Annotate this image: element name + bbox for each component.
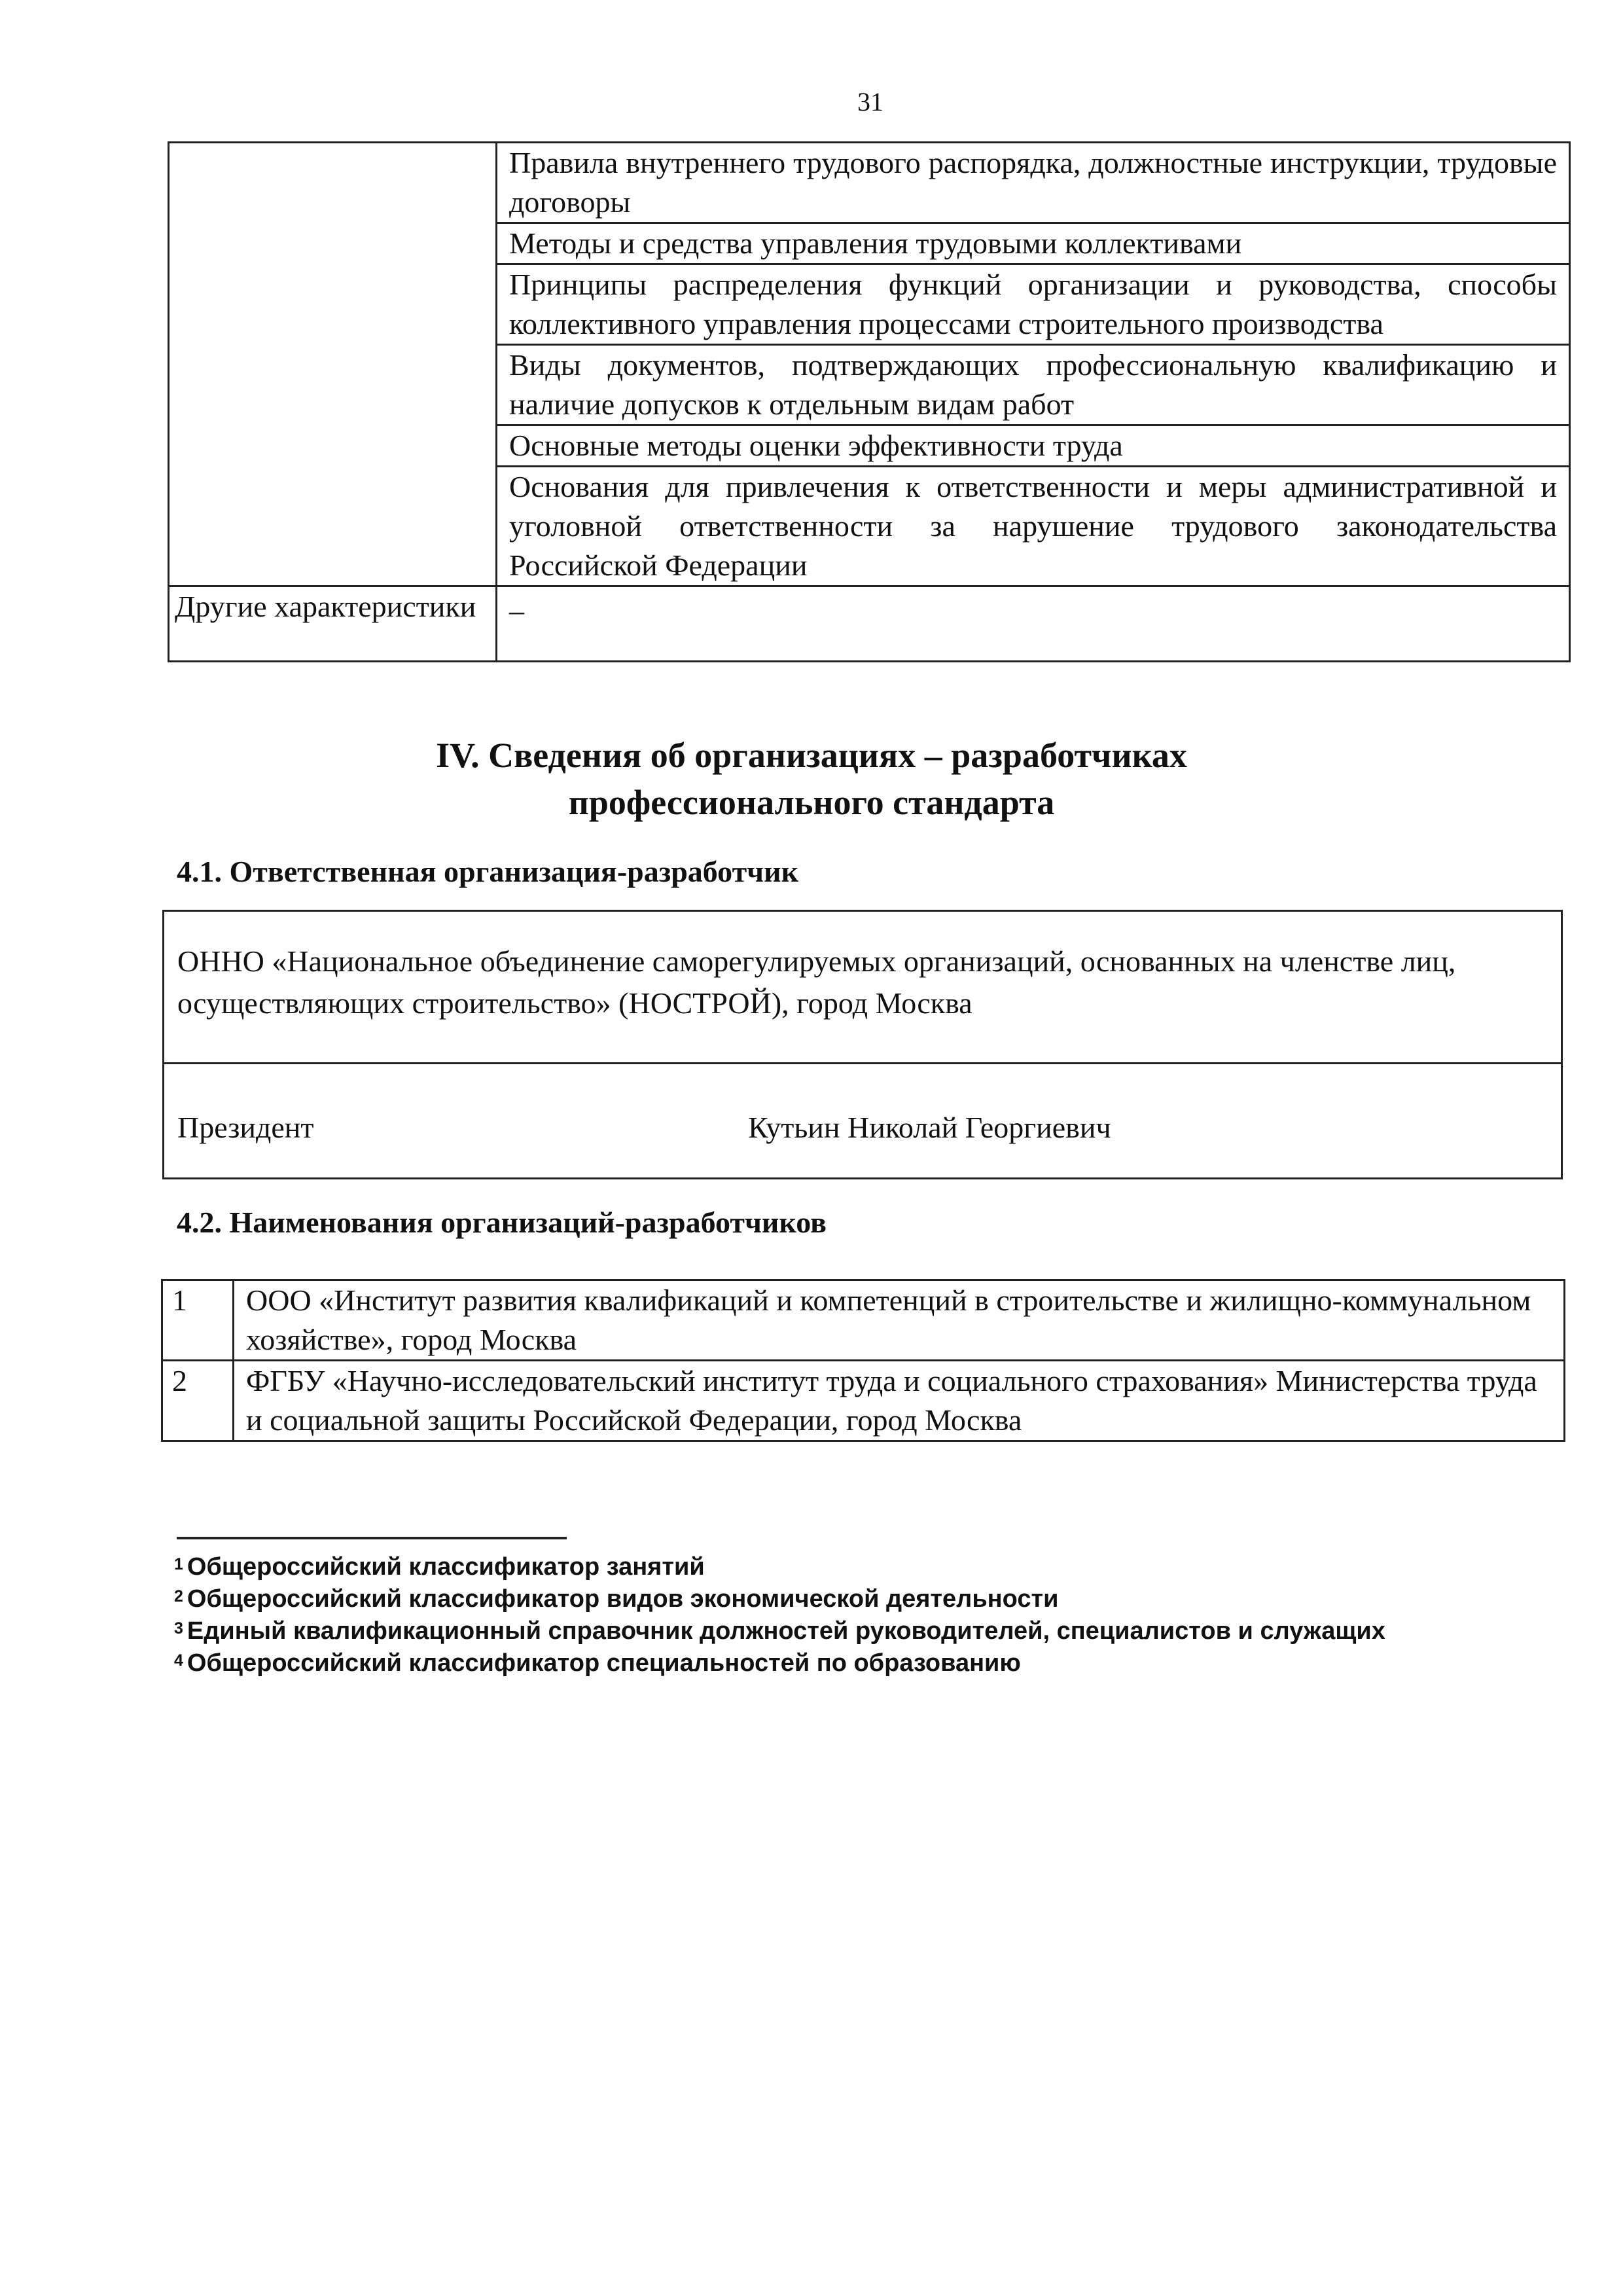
knowledge-item: Основания для привлечения к ответственности и меры административной и уголовной ответственности за нарушение трудового законодательства Российской Федерации (497, 467, 1570, 586)
footnote (174, 1583, 1548, 1615)
knowledge-item: Правила внутреннего трудового распорядка, должностные инструкции, трудовые договоры (497, 143, 1570, 223)
row-number: 1 (162, 1280, 234, 1361)
required-knowledge-table (168, 141, 1571, 662)
footnote-text: Общероссийский классификатор видов экономической деятельности (187, 1585, 1059, 1613)
footnote-text: Общероссийский классификатор специальностей по образованию (187, 1649, 1021, 1677)
signatory-role: Президент (177, 1111, 314, 1144)
footnote-text: Единый квалификационный справочник должностей руководителей, специалистов и служащих (187, 1617, 1385, 1645)
knowledge-item: Принципы распределения функций организации и руководства, способы коллективного управления процессами строительного производства (497, 264, 1570, 345)
footnote-separator (177, 1537, 567, 1539)
divider (164, 1062, 1561, 1064)
responsible-org-box (162, 910, 1563, 1179)
footnote-mark: 4 (174, 1651, 183, 1670)
section-title-line: профессионального стандарта (568, 783, 1055, 822)
footnote (174, 1551, 1548, 1583)
table-row (162, 1361, 1565, 1441)
developer-org-name: ФГБУ «Научно-исследовательский институт труда и социального страхования» Министерства труда и социальной защиты Российской Федерации, город Москва (234, 1361, 1565, 1441)
developer-orgs-table (161, 1279, 1565, 1442)
footnote-mark: 3 (174, 1619, 183, 1638)
footnotes (174, 1551, 1548, 1679)
footnote-text: Общероссийский классификатор занятий (187, 1553, 705, 1581)
other-characteristics-label: Другие характеристики (169, 586, 497, 662)
other-characteristics-value: – (497, 586, 1570, 662)
knowledge-item: Основные методы оценки эффективности труда (497, 425, 1570, 467)
table-row (162, 1280, 1565, 1361)
knowledge-item: Виды документов, подтверждающих профессиональную квалификацию и наличие допусков к отдельным видам работ (497, 345, 1570, 425)
section-title-line: IV. Сведения об организациях – разработчиках (436, 736, 1187, 775)
developer-orgs-heading: 4.2. Наименования организаций-разработчиков (177, 1206, 827, 1239)
table-row (169, 143, 1570, 223)
section-iv-title (0, 732, 1623, 826)
table-cell-empty (169, 143, 497, 586)
footnote-mark: 2 (174, 1587, 183, 1605)
signatory-name: Кутьин Николай Георгиевич (748, 1111, 1111, 1144)
footnote (174, 1615, 1548, 1647)
page-number: 31 (857, 87, 883, 117)
row-number: 2 (162, 1361, 234, 1441)
knowledge-item: Методы и средства управления трудовыми коллективами (497, 223, 1570, 264)
responsible-org-name: ОННО «Национальное объединение саморегулируемых организаций, основанных на членстве лиц, осуществляющих строительство» (НОСТРОЙ), город Москва (177, 944, 1456, 1020)
developer-org-name: ООО «Институт развития квалификаций и компетенций в строительстве и жилищно-коммунальном хозяйстве», город Москва (234, 1280, 1565, 1361)
table-row (169, 586, 1570, 662)
footnote (174, 1647, 1548, 1679)
responsible-org-heading: 4.1. Ответственная организация-разработчик (177, 855, 799, 888)
footnote-mark: 1 (174, 1555, 183, 1573)
